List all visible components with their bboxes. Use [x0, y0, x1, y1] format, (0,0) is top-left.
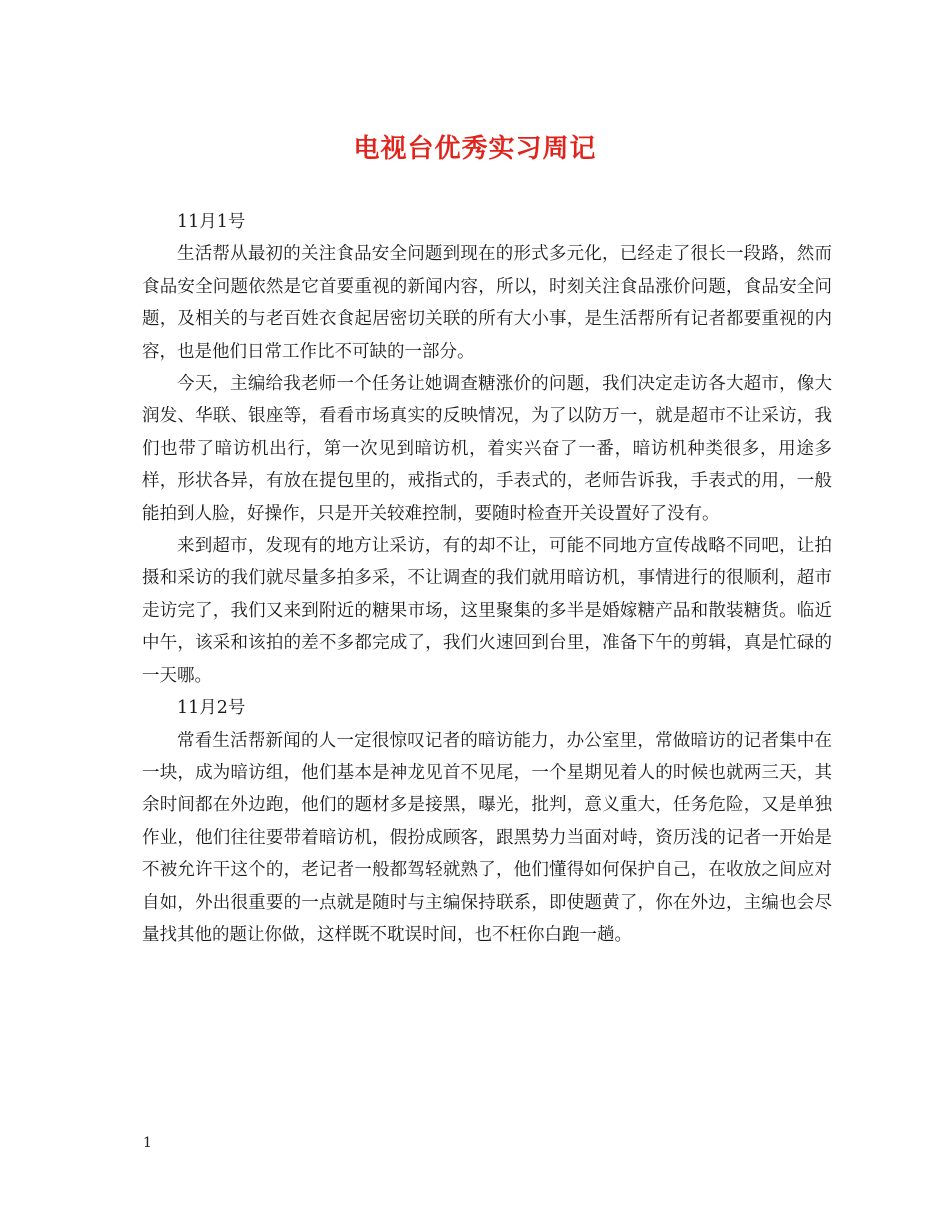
body-paragraph: 今天，主编给我老师一个任务让她调查糖涨价的问题，我们决定走访各大超市，像大润发、华联、银座等，看看市场真实的反映情况，为了以防万一，就是超市不让采访，我们也带了暗访机出行，第一次见到暗访机，着实兴奋了一番，暗访机种类很多，用途多样，形状各异，有放在提包里的，戒指式的，手表式的，老师告诉我，手表式的用，一般能拍到人脸，好操作，只是开关较难控制，要随时检查开关设置好了没有。: [142, 374, 832, 524]
body-paragraph: 常看生活帮新闻的人一定很惊叹记者的暗访能力，办公室里，常做暗访的记者集中在一块，成为暗访组，他们基本是神龙见首不见尾，一个星期见着人的时候也就两三天，其余时间都在外边跑，他们的题材多是接黑，曝光，批判，意义重大，任务危险，又是单独作业，他们往往要带着暗访机，假扮成顾客，跟黑势力当面对峙，资历浅的记者一开始是不被允许干这个的，老记者一般都驾轻就熟了，他们懂得如何保护自己，在收放之间应对自如，外出很重要的一点就是随时与主编保持联系，即使题黄了，你在外边，主编也会尽量找其他的题让你做，这样既不耽误时间，也不枉你白跑一趟。: [142, 730, 832, 945]
body-paragraph: 生活帮从最初的关注食品安全问题到现在的形式多元化，已经走了很长一段路，然而食品安全问题依然是它首要重视的新闻内容，所以，时刻关注食品涨价问题，食品安全问题，及相关的与老百姓衣食起居密切关联的所有大小事，是生活帮所有记者都要重视的内容，也是他们日常工作比不可缺的一部分。: [142, 244, 832, 362]
date-heading-nov-2: 11月2号: [177, 698, 246, 719]
body-paragraph: 来到超市，发现有的地方让采访，有的却不让，可能不同地方宣传战略不同吧，让拍摄和采访的我们就尽量多拍多采，不让调查的我们就用暗访机，事情进行的很顺利，超市走访完了，我们又来到附近的糖果市场，这里聚集的多半是婚嫁糖产品和散装糖货。临近中午，该采和该拍的差不多都完成了，我们火速回到台里，准备下午的剪辑，真是忙碌的一天哪。: [142, 536, 832, 686]
page-number: 1: [143, 1135, 152, 1151]
date-heading-nov-1: 11月1号: [177, 212, 246, 232]
document-body: [142, 206, 832, 951]
document-title: 电视台优秀实习周记: [353, 134, 597, 164]
